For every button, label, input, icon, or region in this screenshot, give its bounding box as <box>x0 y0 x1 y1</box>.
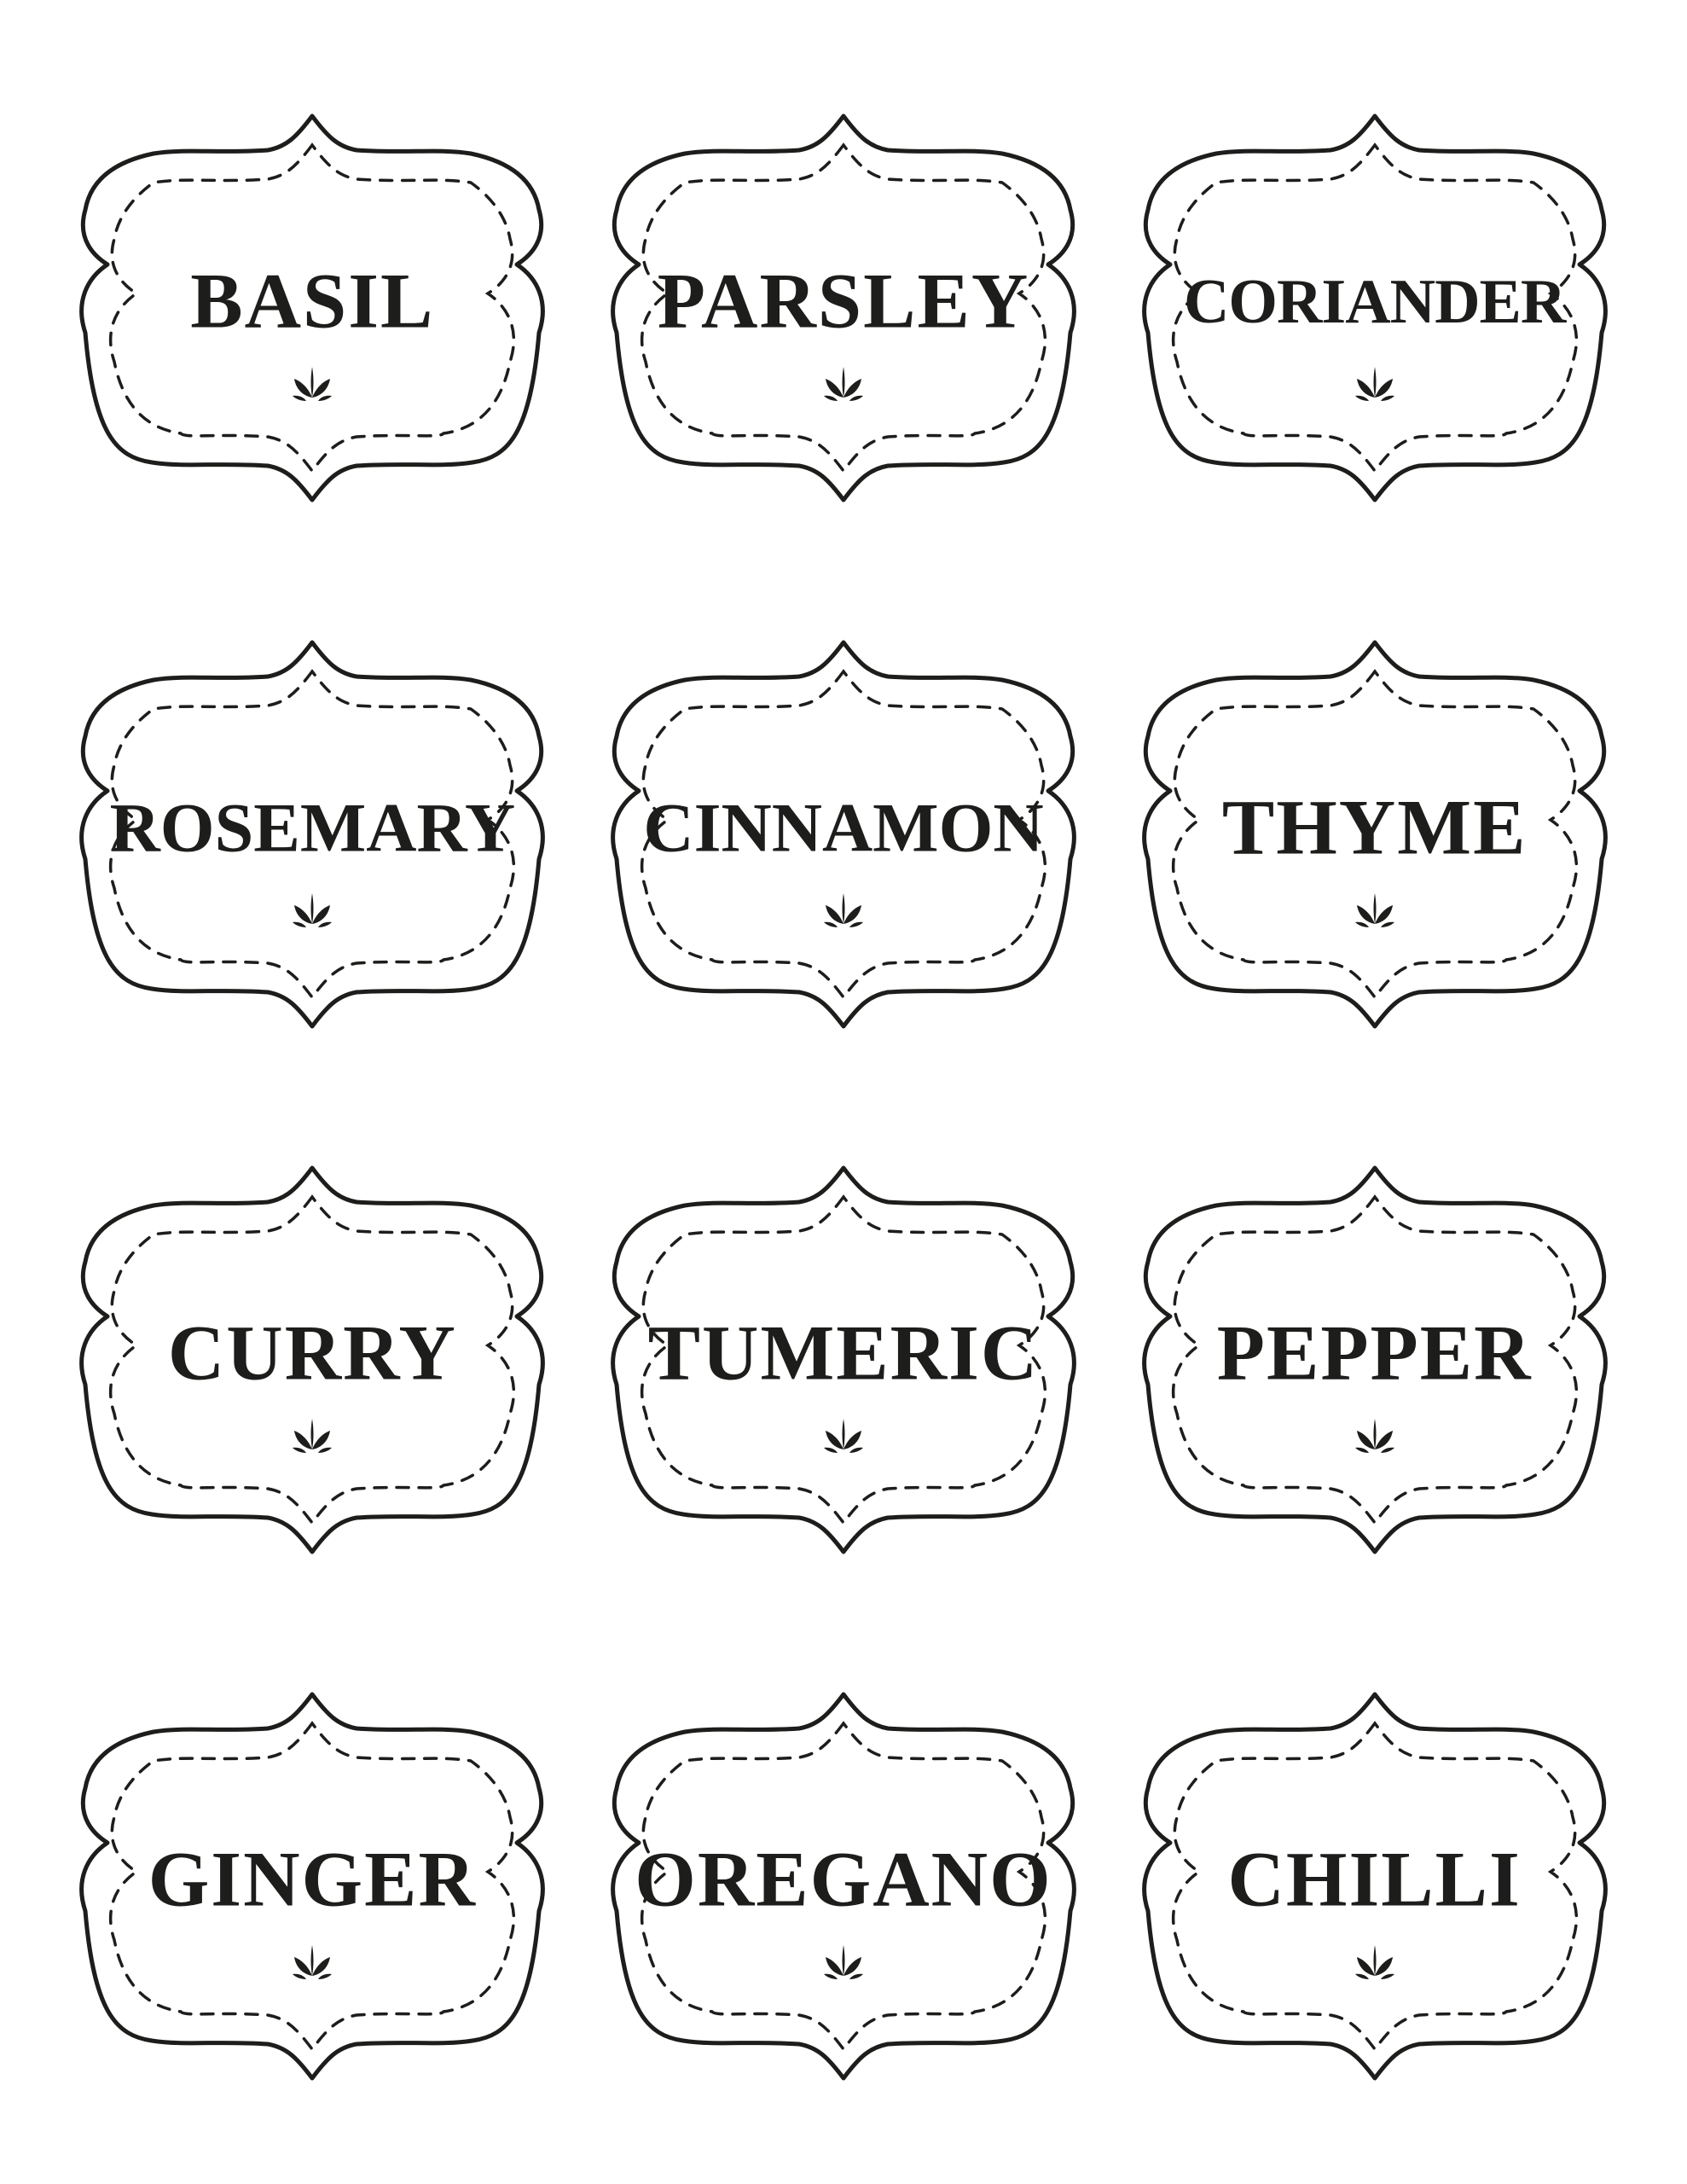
label-cell <box>1113 60 1636 555</box>
herb-sprig-icon <box>814 1937 873 1996</box>
spice-label-card <box>1119 107 1631 508</box>
label-cell <box>51 586 574 1082</box>
label-text: THYME <box>1221 783 1528 871</box>
herb-sprig-icon <box>1345 1410 1405 1470</box>
label-text: CORIANDER <box>1183 267 1566 338</box>
label-cell <box>51 60 574 555</box>
spice-label-card <box>56 1159 568 1560</box>
label-cell <box>583 1638 1105 2134</box>
herb-sprig-icon <box>282 358 342 418</box>
label-cell <box>1113 1112 1636 1607</box>
label-text: PEPPER <box>1216 1309 1533 1397</box>
herb-sprig-icon <box>1345 358 1405 418</box>
herb-sprig-icon <box>814 358 873 418</box>
label-cell <box>51 1638 574 2134</box>
herb-sprig-icon <box>282 1937 342 1996</box>
label-text: CINNAMON <box>643 788 1044 867</box>
herb-sprig-icon <box>814 885 873 944</box>
label-cell <box>583 60 1105 555</box>
label-text: CURRY <box>167 1309 457 1397</box>
label-text: PARSLEY <box>657 257 1030 345</box>
label-cell <box>583 586 1105 1082</box>
label-cell <box>51 1112 574 1607</box>
label-cell <box>583 1112 1105 1607</box>
label-text: BASIL <box>190 257 435 345</box>
label-text: TUMERIC <box>647 1309 1040 1397</box>
label-cell <box>1113 1638 1636 2134</box>
spice-label-card <box>588 107 1099 508</box>
label-cell <box>1113 586 1636 1082</box>
herb-sprig-icon <box>1345 885 1405 944</box>
spice-label-card <box>1119 633 1631 1034</box>
spice-label-card <box>56 633 568 1034</box>
label-text: CHILLI <box>1227 1835 1522 1923</box>
spice-label-card <box>1119 1685 1631 2086</box>
herb-sprig-icon <box>282 885 342 944</box>
label-grid <box>51 60 1636 2133</box>
label-text: ROSEMARY <box>109 788 516 867</box>
label-text: OREGANO <box>635 1835 1052 1923</box>
label-text: GINGER <box>148 1835 477 1923</box>
spice-label-card <box>56 107 568 508</box>
herb-sprig-icon <box>282 1410 342 1470</box>
herb-sprig-icon <box>1345 1937 1405 1996</box>
herb-sprig-icon <box>814 1410 873 1470</box>
spice-label-card <box>588 1159 1099 1560</box>
spice-label-card <box>56 1685 568 2086</box>
spice-label-card <box>588 1685 1099 2086</box>
spice-label-card <box>588 633 1099 1034</box>
spice-label-card <box>1119 1159 1631 1560</box>
